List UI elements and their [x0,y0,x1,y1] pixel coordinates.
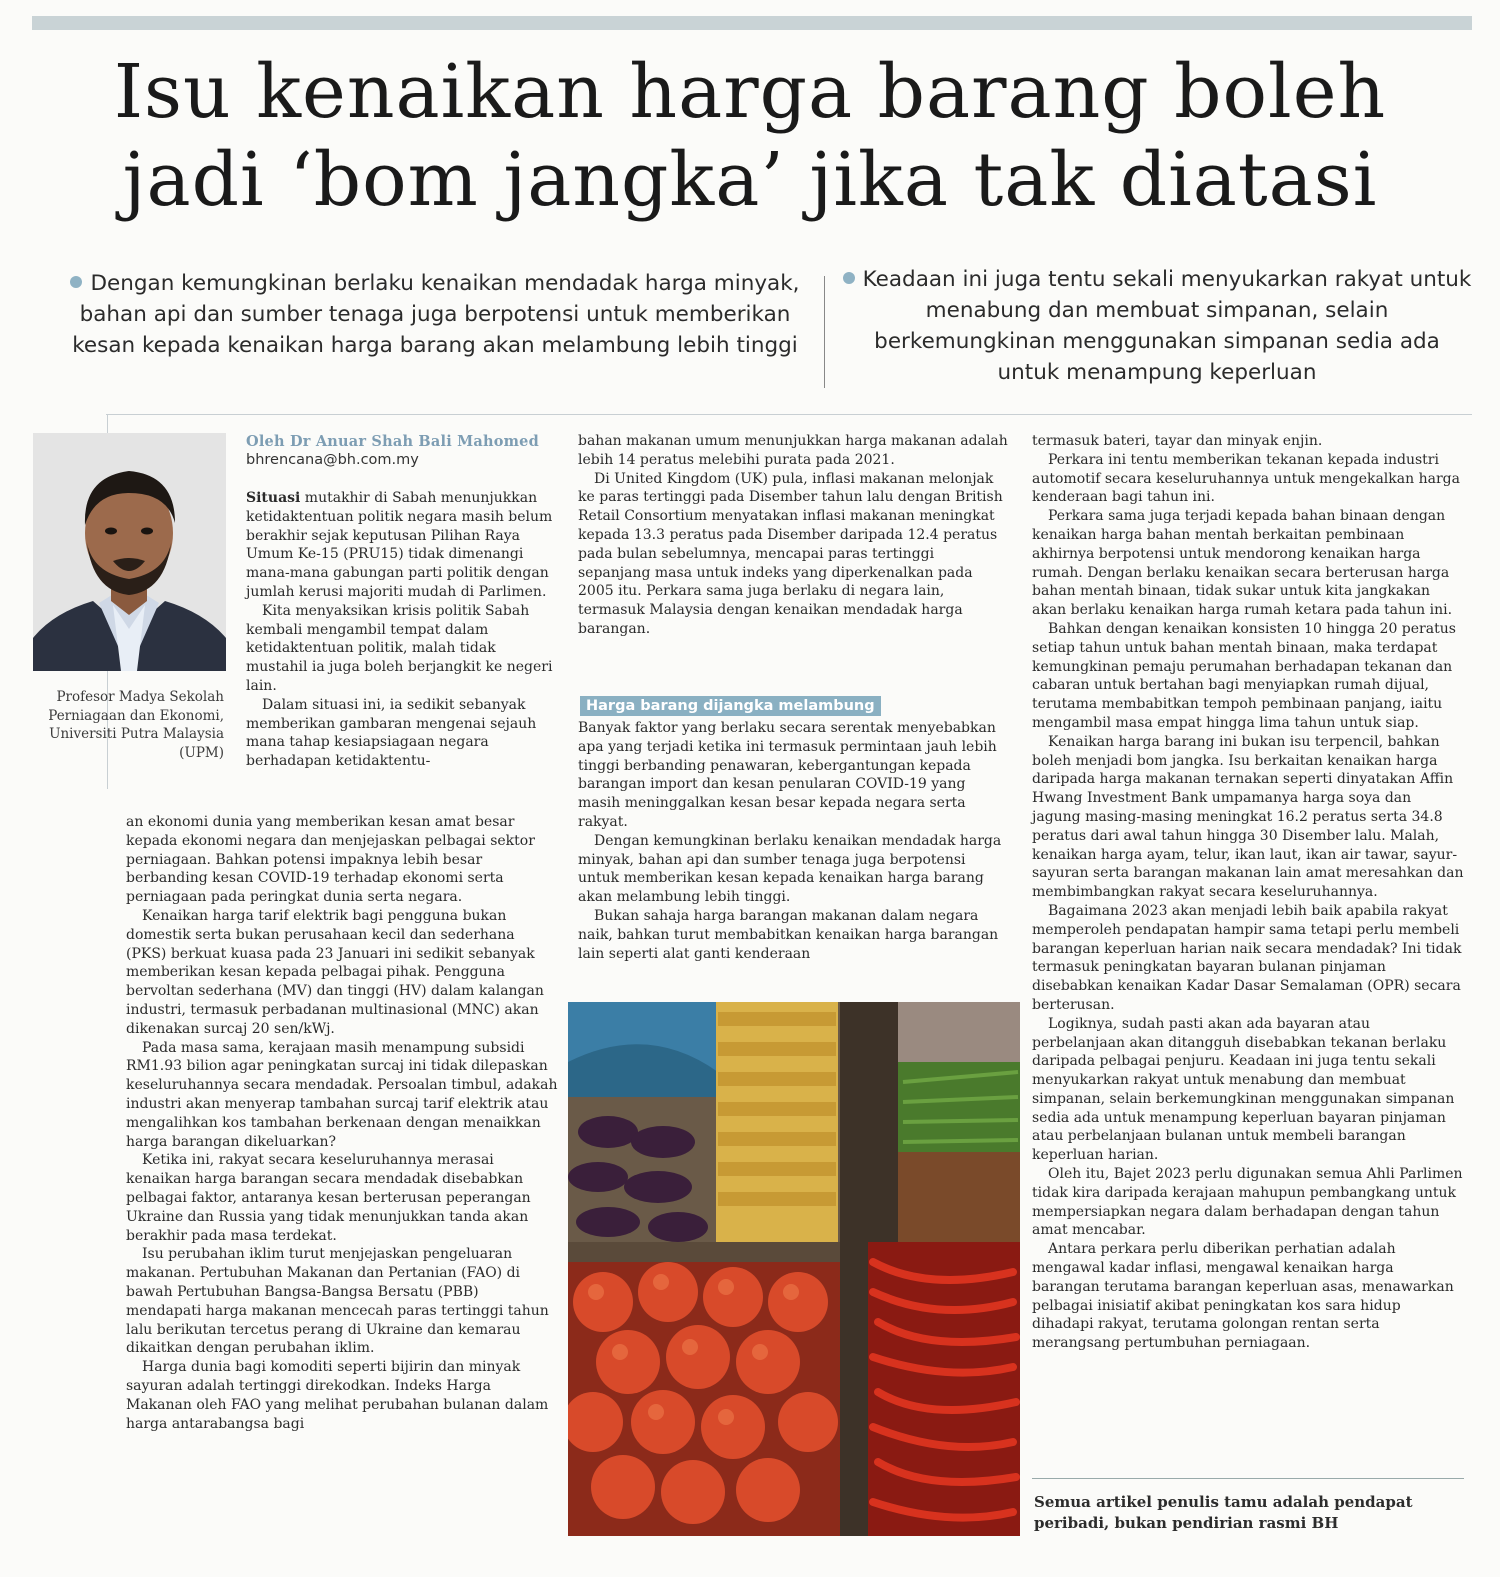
paragraph: bahan makanan umum menunjukkan harga makanan adalah lebih 14 peratus melebihi purata pada 2021. [578,433,1008,468]
paragraph: Kenaikan harga tarif elektrik bagi pengguna bukan domestik serta bukan perusahaan kecil dan sederhana (PKS) berkuat kuasa pada 23 Januari ini sedikit sebanyak memberikan kesan kepada pelbagai pihak. Pengguna bervoltan sederhana (MV) dan tinggi (HV) dalam kalangan industri, termasuk perbadanan multinasional (MNC) akan dikenakan surcaj 20 sen/kWj. [126,907,544,1037]
deck-left-text: Dengan kemungkinan berlaku kenaikan mendadak harga minyak, bahan api dan sumber tenaga juga berpotensi untuk memberikan kesan kepada kenaikan harga barang akan melambung lebih tinggi [72,271,800,358]
paragraph: Di United Kingdom (UK) pula, inflasi makanan melonjak ke paras tertinggi pada Disember tahun lalu dengan British Retail Consortium menyatakan inflasi makanan meningkat kepada 13.3 peratus pada Disember daripada 12.4 peratus pada bulan sebelumnya, mencapai paras tertinggi sepanjang masa untuk indeks yang diperkenalkan pada 2005 itu. Perkara sama juga berlaku di negara lain, termasuk Malaysia dengan kenaikan mendadak harga barangan. [578,470,1003,637]
paragraph: Dalam situasi ini, ia sedikit sebanyak memberikan gambaran mengenai sejauh mana tahap kesiapsiagaan negara berhadapan ketidaktentu- [246,696,537,770]
paragraph: Kita menyaksikan krisis politik Sabah kembali mengambil tempat dalam ketidaktentuan politik, malah tidak mustahil ia juga boleh berjangkit ke negeri lain. [246,602,553,694]
author-portrait-icon [33,433,226,671]
author-caption: Profesor Madya Sekolah Perniagaan dan Ekonomi, Universiti Putra Malaysia (UPM) [48,689,224,761]
deck-right-text: Keadaan ini juga tentu sekali menyukarkan rakyat untuk menabung dan membuat simpanan, selain berkemungkinan menggunakan simpanan sedia ada untuk menampung keperluan [862,267,1472,385]
paragraph: Dengan kemungkinan berlaku kenaikan mendadak harga minyak, bahan api dan sumber tenaga juga berpotensi untuk memberikan kesan kepada kenaikan harga barang akan melambung lebih tinggi. [578,832,1002,906]
subheading: Harga barang dijangka melambung [580,696,881,716]
market-photo [568,1002,1020,1536]
headline-line-2: jadi ‘bom jangka’ jika tak diatasi [122,137,1378,223]
paragraph: Ketika ini, rakyat secara keseluruhannya merasai kenaikan harga barangan secara mendadak disebabkan pelbagai faktor, antaranya kesan berterusan peperangan Ukraine dan Russia yang tidak menunjukkan tanda akan berakhir pada masa terdekat. [126,1152,531,1244]
paragraph: Perkara ini tentu memberikan tekanan kepada industri automotif secara keseluruhannya untuk mengekalkan harga kenderaan bagi tahun ini. [1032,451,1460,506]
paragraph: Banyak faktor yang berlaku secara serentak menyebabkan apa yang terjadi ketika ini termasuk permintaan jauh lebih tinggi berbanding penawaran, kebergantungan kepada barangan import dan kesan penularan COVID-19 yang masih meninggalkan kesan besar kepada negara serta rakyat. [578,720,997,830]
author-photo [33,433,226,671]
column-3 [1032,432,1464,1353]
deck-divider [824,276,825,388]
paragraph-text: mutakhir di Sabah menunjukkan ketidaktentuan politik negara masih belum berakhir sejak keputusan Pilihan Raya Umum Ke-15 (PRU15) tidak dimenangi mana-mana gabungan parti politik dengan jumlah kerusi majoriti mudah di Parlimen. [246,490,553,600]
paragraph: Harga dunia bagi komoditi seperti bijirin dan minyak sayuran adalah tertinggi direkodkan. Indeks Harga Makanan oleh FAO yang melihat perubahan bulanan dalam harga antarabangsa bagi [126,1359,549,1432]
headline-line-1: Isu kenaikan harga barang boleh [113,49,1387,135]
paragraph: termasuk bateri, tayar dan minyak enjin. [1032,433,1323,449]
footnote-rule [1032,1478,1464,1479]
top-band [32,16,1472,30]
paragraph: Bagaimana 2023 akan menjadi lebih baik apabila rakyat memperoleh pendapatan hampir sama tetapi perlu membeli barangan keperluan harian naik secara mendadak? Ini tidak termasuk peningkatan bayaran bulanan pinjaman disebabkan kenaikan Kadar Dasar Semalaman (OPR) secara berterusan. [1032,902,1462,1013]
column-2 [578,432,1010,639]
column-1-lower [126,813,558,1433]
paragraph: Perkara sama juga terjadi kepada bahan binaan dengan kenaikan harga bahan mentah berkaitan pembinaan akhirnya berpotensi untuk mendorong kenaikan harga rumah. Dengan berlaku kenaikan secara berterusan harga bahan mentah binaan, tidak sukar untuk kita jangkakan akan berlaku kenaikan harga rumah ketara pada tahun ini. [1032,508,1453,619]
column-2-lower [578,719,1010,963]
paragraph: Isu perubahan iklim turut menjejaskan pengeluaran makanan. Pertubuhan Makanan dan Pertanian (FAO) di bawah Pertubuhan Bangsa-Bangsa Bersatu (PBB) mendapati harga makanan mencecah paras tertinggi tahun lalu berikutan tercetus perang di Ukraine dan kemarau dikaitkan dengan perubahan iklim. [126,1246,549,1357]
paragraph: Antara perkara perlu diberikan perhatian adalah mengawal kadar inflasi, mengawal kenaikan harga barangan terutama barangan keperluan asas, menawarkan pelbagai inisiatif akibat peningkatan kos sara hidup dihadapi rakyat, terutama golongan rentan serta merangsang pertumbuhan perniagaan. [1032,1241,1454,1352]
article-top-rule [106,414,1472,415]
disclaimer-footnote: Semua artikel penulis tamu adalah pendapat peribadi, bukan pendirian rasmi BH [1034,1493,1413,1532]
vegetables-image-icon [568,1002,1020,1536]
author-email: bhrencana@bh.com.my [246,452,419,468]
paragraph: Logiknya, sudah pasti akan ada bayaran atau perbelanjaan akan ditangguh disebabkan tekanan berlaku daripada pelbagai penjuru. Keadaan ini juga tentu sekali menyukarkan rakyat untuk menabung dan membuat simpanan, selain berkemungkinan menggunakan simpanan sedia ada untuk menampung keperluan bayaran pinjaman atau perbelanjaan bulanan untuk membeli barangan keperluan harian. [1032,1015,1455,1164]
deck-left [70,268,800,361]
paragraph: Kenaikan harga barang ini bukan isu terpencil, bahkan boleh menjadi bom jangka. Isu berkaitan kenaikan harga daripada harga makanan ternakan seperti dinyatakan Affin Hwang Investment Bank umpamanya harga soya dan jagung masing-masing meningkat 16.2 peratus serta 34.8 peratus dari awal tahun hingga 30 Disember lalu. Malah, kenaikan harga ayam, telur, ikan laut, ikan air tawar, sayur-sayuran serta barangan makanan lain amat meresahkan dan membimbangkan rakyat secara keseluruhannya. [1032,733,1464,901]
paragraph: an ekonomi dunia yang memberikan kesan amat besar kepada ekonomi negara dan menjejaskan pelbagai sektor perniagaan. Bahkan potensi impaknya lebih besar berbanding kesan COVID-19 terhadap ekonomi serta perniagaan pada peringkat dunia serta negara. [126,814,535,906]
paragraph: Pada masa sama, kerajaan masih menampung subsidi RM1.93 bilion agar peningkatan surcaj ini tidak dilepaskan keseluruhannya secara mendadak. Persoalan timbul, adakah industri akan menyerap tambahan surcaj tarif elektrik atau mengalihkan kos tambahan berkenaan dengan menaikkan harga barangan dikeluarkan? [126,1039,558,1150]
paragraph: Oleh itu, Bajet 2023 perlu digunakan semua Ahli Parlimen tidak kira daripada kerajaan mahupun pembangkang untuk mempersiapkan negara dalam berhadapan dengan tahun amat mencabar. [1032,1166,1463,1239]
headline [40,48,1460,224]
bullet-icon [843,272,855,284]
column-1-upper [246,489,558,771]
deck-right [842,264,1472,388]
byline: Oleh Dr Anuar Shah Bali Mahomed [246,433,539,450]
paragraph: Bukan sahaja harga barangan makanan dalam negara naik, bahkan turut membabitkan kenaikan harga barangan lain seperti alat ganti kenderaan [578,907,999,962]
paragraph: Bahkan dengan kenaikan konsisten 10 hingga 20 peratus setiap tahun untuk bahan mentah binaan, maka terdapat kemungkinan pemaju perumahan berhadapan tekanan dan cabaran untuk bertahan bagi menyiapkan rumah dijual, terutama membabitkan tempoh pembinaan panjang, iaitu mengambil masa empat hingga lima tahun untuk siap. [1032,620,1456,731]
bullet-icon [70,276,82,288]
paragraph [246,489,558,602]
lead-word: Situasi [246,490,301,506]
